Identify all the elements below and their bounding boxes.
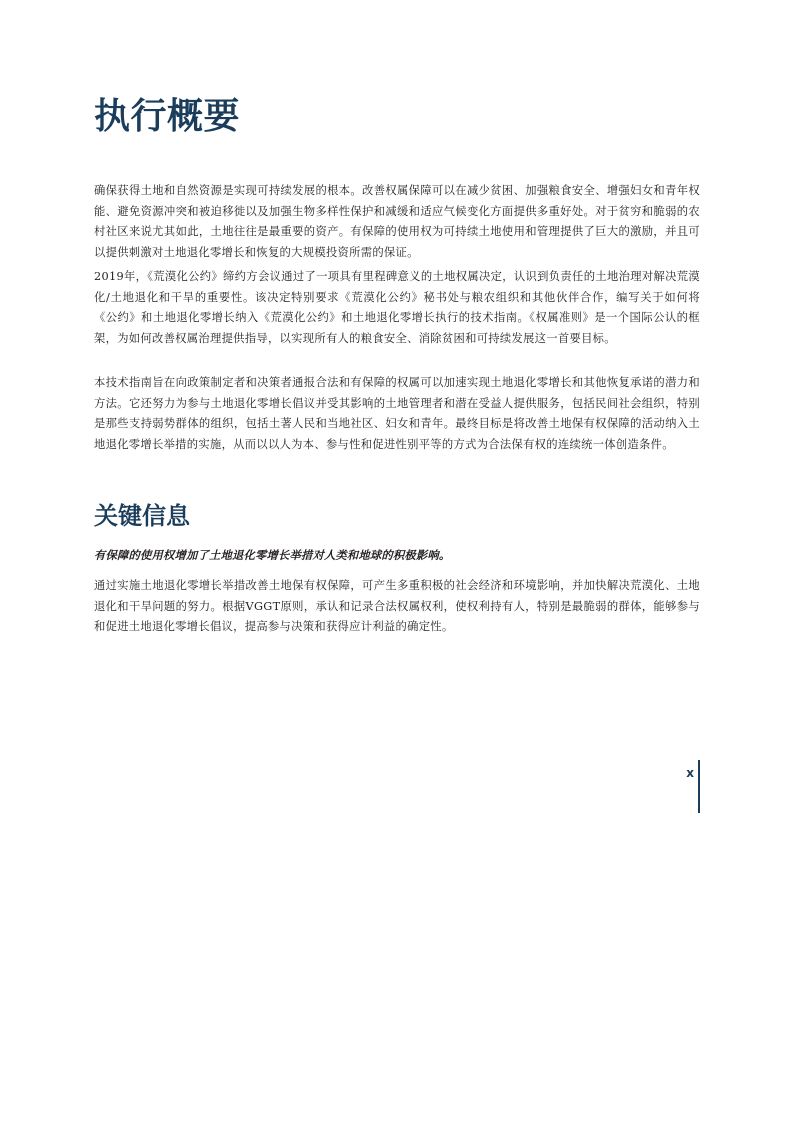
page-number-rule <box>698 760 700 813</box>
page-title: 执行概要 <box>94 95 241 137</box>
paragraph-guide-purpose: 本技术指南旨在向政策制定者和决策者通报合法和有保障的权属可以加速实现土地退化零增长和其他恢复承诺的潜力和方法。它还努力为参与土地退化零增长倡议并受其影响的土地管理者和潜在受益人提供服务，包括民间社会组织，特别是那些支持弱势群体的组织，包括土著人民和当地社区、妇女和青年。最终目标是将改善土地保有权保障的活动纳入土地退化零增长举措的实施，从而以以人为本、参与性和促进性别平等的方式为合法保有权的连续统一体创造条件。 <box>94 376 700 451</box>
paragraph-intro: 确保获得土地和自然资源是实现可持续发展的根本。改善权属保障可以在减少贫困、加强粮食安全、增强妇女和青年权能、避免资源冲突和被迫移徙以及加强生物多样性保护和减缓和适应气候变化方面提供多重好处。对于贫穷和脆弱的农村社区来说尤其如此，土地往往是最重要的资产。有保障的使用权为可持续土地使用和管理提供了巨大的激励，并且可以提供刺激对土地退化零增长和恢复的大规模投资所需的保证。 <box>94 184 700 259</box>
paragraph-2019-decision: 2019年，《荒漠化公约》缔约方会议通过了一项具有里程碑意义的土地权属决定，认识到负责任的土地治理对解决荒漠化/土地退化和干旱的重要性。该决定特别要求《荒漠化公约》秘书处与粮农组织和其他伙伴合作，编写关于如何将《公约》和土地退化零增长纳入《荒漠化公约》和土地退化零增长执行的技术指南。《权属准则》是一个国际公认的框架，为如何改善权属治理提供指导，以实现所有人的粮食安全、消除贫困和可持续发展这一首要目标。 <box>94 270 700 345</box>
key-message-lead: 有保障的使用权增加了土地退化零增长举措对人类和地球的积极影响。 <box>94 548 451 562</box>
page-number: ⅹ <box>686 766 694 780</box>
key-message-paragraph: 通过实施土地退化零增长举措改善土地保有权保障，可产生多重积极的社会经济和环境影响，并加快解决荒漠化、土地退化和干旱问题的努力。根据VGGT原则，承认和记录合法权属权利，使权利持有人，特别是最脆弱的群体，能够参与和促进土地退化零增长倡议，提高参与决策和获得应计利益的确定性。 <box>94 579 700 633</box>
key-messages-heading: 关键信息 <box>94 501 190 530</box>
